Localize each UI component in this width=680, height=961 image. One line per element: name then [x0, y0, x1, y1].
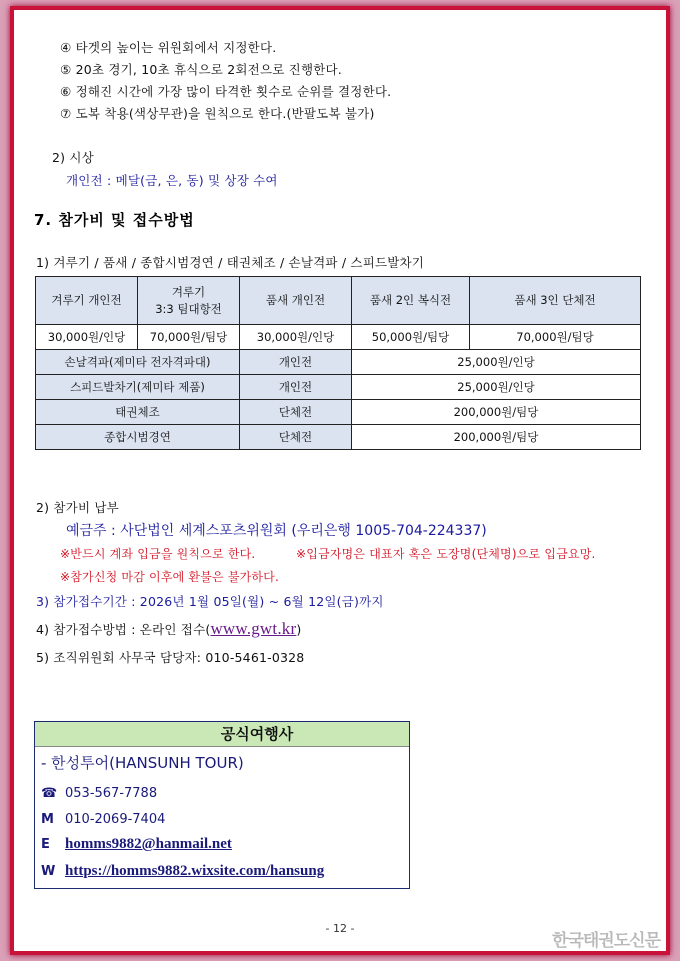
header-cell: 품새 2인 복식전 [352, 277, 470, 325]
fee-cell: 200,000원/팀당 [352, 425, 641, 450]
event-cell: 종합시범경연 [36, 425, 240, 450]
awards-heading: 2) 시상 [52, 150, 94, 165]
payment-note-1: ※반드시 계좌 입금을 원칙으로 한다. [60, 547, 256, 561]
fee-table-row [36, 350, 641, 375]
section-7-title: 7. 참가비 및 접수방법 [34, 211, 195, 229]
registration-period: 3) 참가접수기간 : 2026년 1월 05일(월) ~ 6월 12일(금)까지 [36, 594, 384, 609]
fee-cell: 30,000원/인당 [36, 325, 138, 350]
method-prefix: 4) 참가접수방법 : 온라인 접수( [36, 622, 211, 637]
watermark: 한국태권도신문 [552, 931, 660, 951]
email-label: E [41, 837, 50, 852]
page-number: - 12 - [325, 922, 355, 935]
fee-cell: 200,000원/팀당 [352, 400, 641, 425]
type-cell: 단체전 [240, 425, 352, 450]
travel-agency-box [34, 721, 410, 889]
travel-phone [41, 786, 157, 801]
phone-number: 053-567-7788 [65, 786, 158, 801]
type-cell: 단체전 [240, 400, 352, 425]
fee-subheading: 1) 겨루기 / 품새 / 종합시범경연 / 태권체조 / 손날격파 / 스피드발차기 [36, 255, 425, 270]
travel-agency-name: - 한성투어(HANSUNH TOUR) [41, 754, 244, 772]
travel-email [41, 836, 232, 853]
fee-table-row [36, 425, 641, 450]
email-link[interactable]: homms9882@hanmail.net [65, 836, 232, 852]
mobile-number: 010-2069-7404 [65, 812, 166, 827]
rule-5: ⑤ 20초 경기, 10초 휴식으로 2회전으로 진행한다. [60, 62, 342, 77]
travel-agency-title: 공식여행사 [35, 722, 409, 747]
travel-website [41, 863, 324, 880]
rule-7: ⑦ 도복 착용(색상무관)을 원칙으로 한다.(반팔도복 불가) [60, 106, 375, 121]
event-cell: 손날격파(제미타 전자격파대) [36, 350, 240, 375]
office-contact: 5) 조직위원회 사무국 담당자: 010-5461-0328 [36, 650, 305, 665]
fee-table-row [36, 375, 641, 400]
payment-note-2: ※입금자명은 대표자 혹은 도장명(단체명)으로 입금요망. [296, 547, 596, 561]
fee-cell: 70,000원/팀당 [470, 325, 641, 350]
header-line: 겨루기 [171, 284, 206, 299]
payment-note-3: ※참가신청 마감 이후에 환불은 불가하다. [60, 570, 280, 584]
website-link[interactable]: https://homms9882.wixsite.com/hansung [65, 863, 325, 879]
header-cell: 품새 개인전 [240, 277, 352, 325]
fee-cell: 50,000원/팀당 [352, 325, 470, 350]
payment-account: 예금주 : 사단법인 세계스포츠위원회 (우리은행 1005-704-224337) [66, 523, 487, 539]
header-cell [138, 277, 240, 325]
awards-text: 개인전 : 메달(금, 은, 동) 및 상장 수여 [66, 173, 278, 188]
fee-table-row [36, 400, 641, 425]
rule-6: ⑥ 정해진 시간에 가장 많이 타격한 횟수로 순위를 결정한다. [60, 84, 392, 99]
fee-table [35, 276, 641, 450]
fee-table-row [36, 325, 641, 350]
travel-mobile [41, 812, 165, 827]
rule-4: ④ 타겟의 높이는 위원회에서 지정한다. [60, 40, 277, 55]
registration-method [36, 619, 301, 639]
payment-heading: 2) 참가비 납부 [36, 500, 119, 515]
web-label: W [41, 864, 56, 879]
fee-cell: 70,000원/팀당 [138, 325, 240, 350]
method-suffix: ) [296, 622, 302, 637]
event-cell: 스피드발차기(제미타 제품) [36, 375, 240, 400]
fee-cell: 30,000원/인당 [240, 325, 352, 350]
phone-icon: ☎ [41, 786, 58, 801]
event-cell: 태권체조 [36, 400, 240, 425]
type-cell: 개인전 [240, 375, 352, 400]
fee-cell: 25,000원/인당 [352, 350, 641, 375]
type-cell: 개인전 [240, 350, 352, 375]
header-cell: 겨루기 개인전 [36, 277, 138, 325]
header-line: 3:3 팀대항전 [155, 301, 222, 316]
header-cell: 품새 3인 단체전 [470, 277, 641, 325]
fee-cell: 25,000원/인당 [352, 375, 641, 400]
document-page [14, 10, 666, 951]
registration-link[interactable]: www.gwt.kr [210, 619, 297, 638]
mobile-label: M [41, 812, 54, 827]
fee-table-header [36, 277, 641, 325]
